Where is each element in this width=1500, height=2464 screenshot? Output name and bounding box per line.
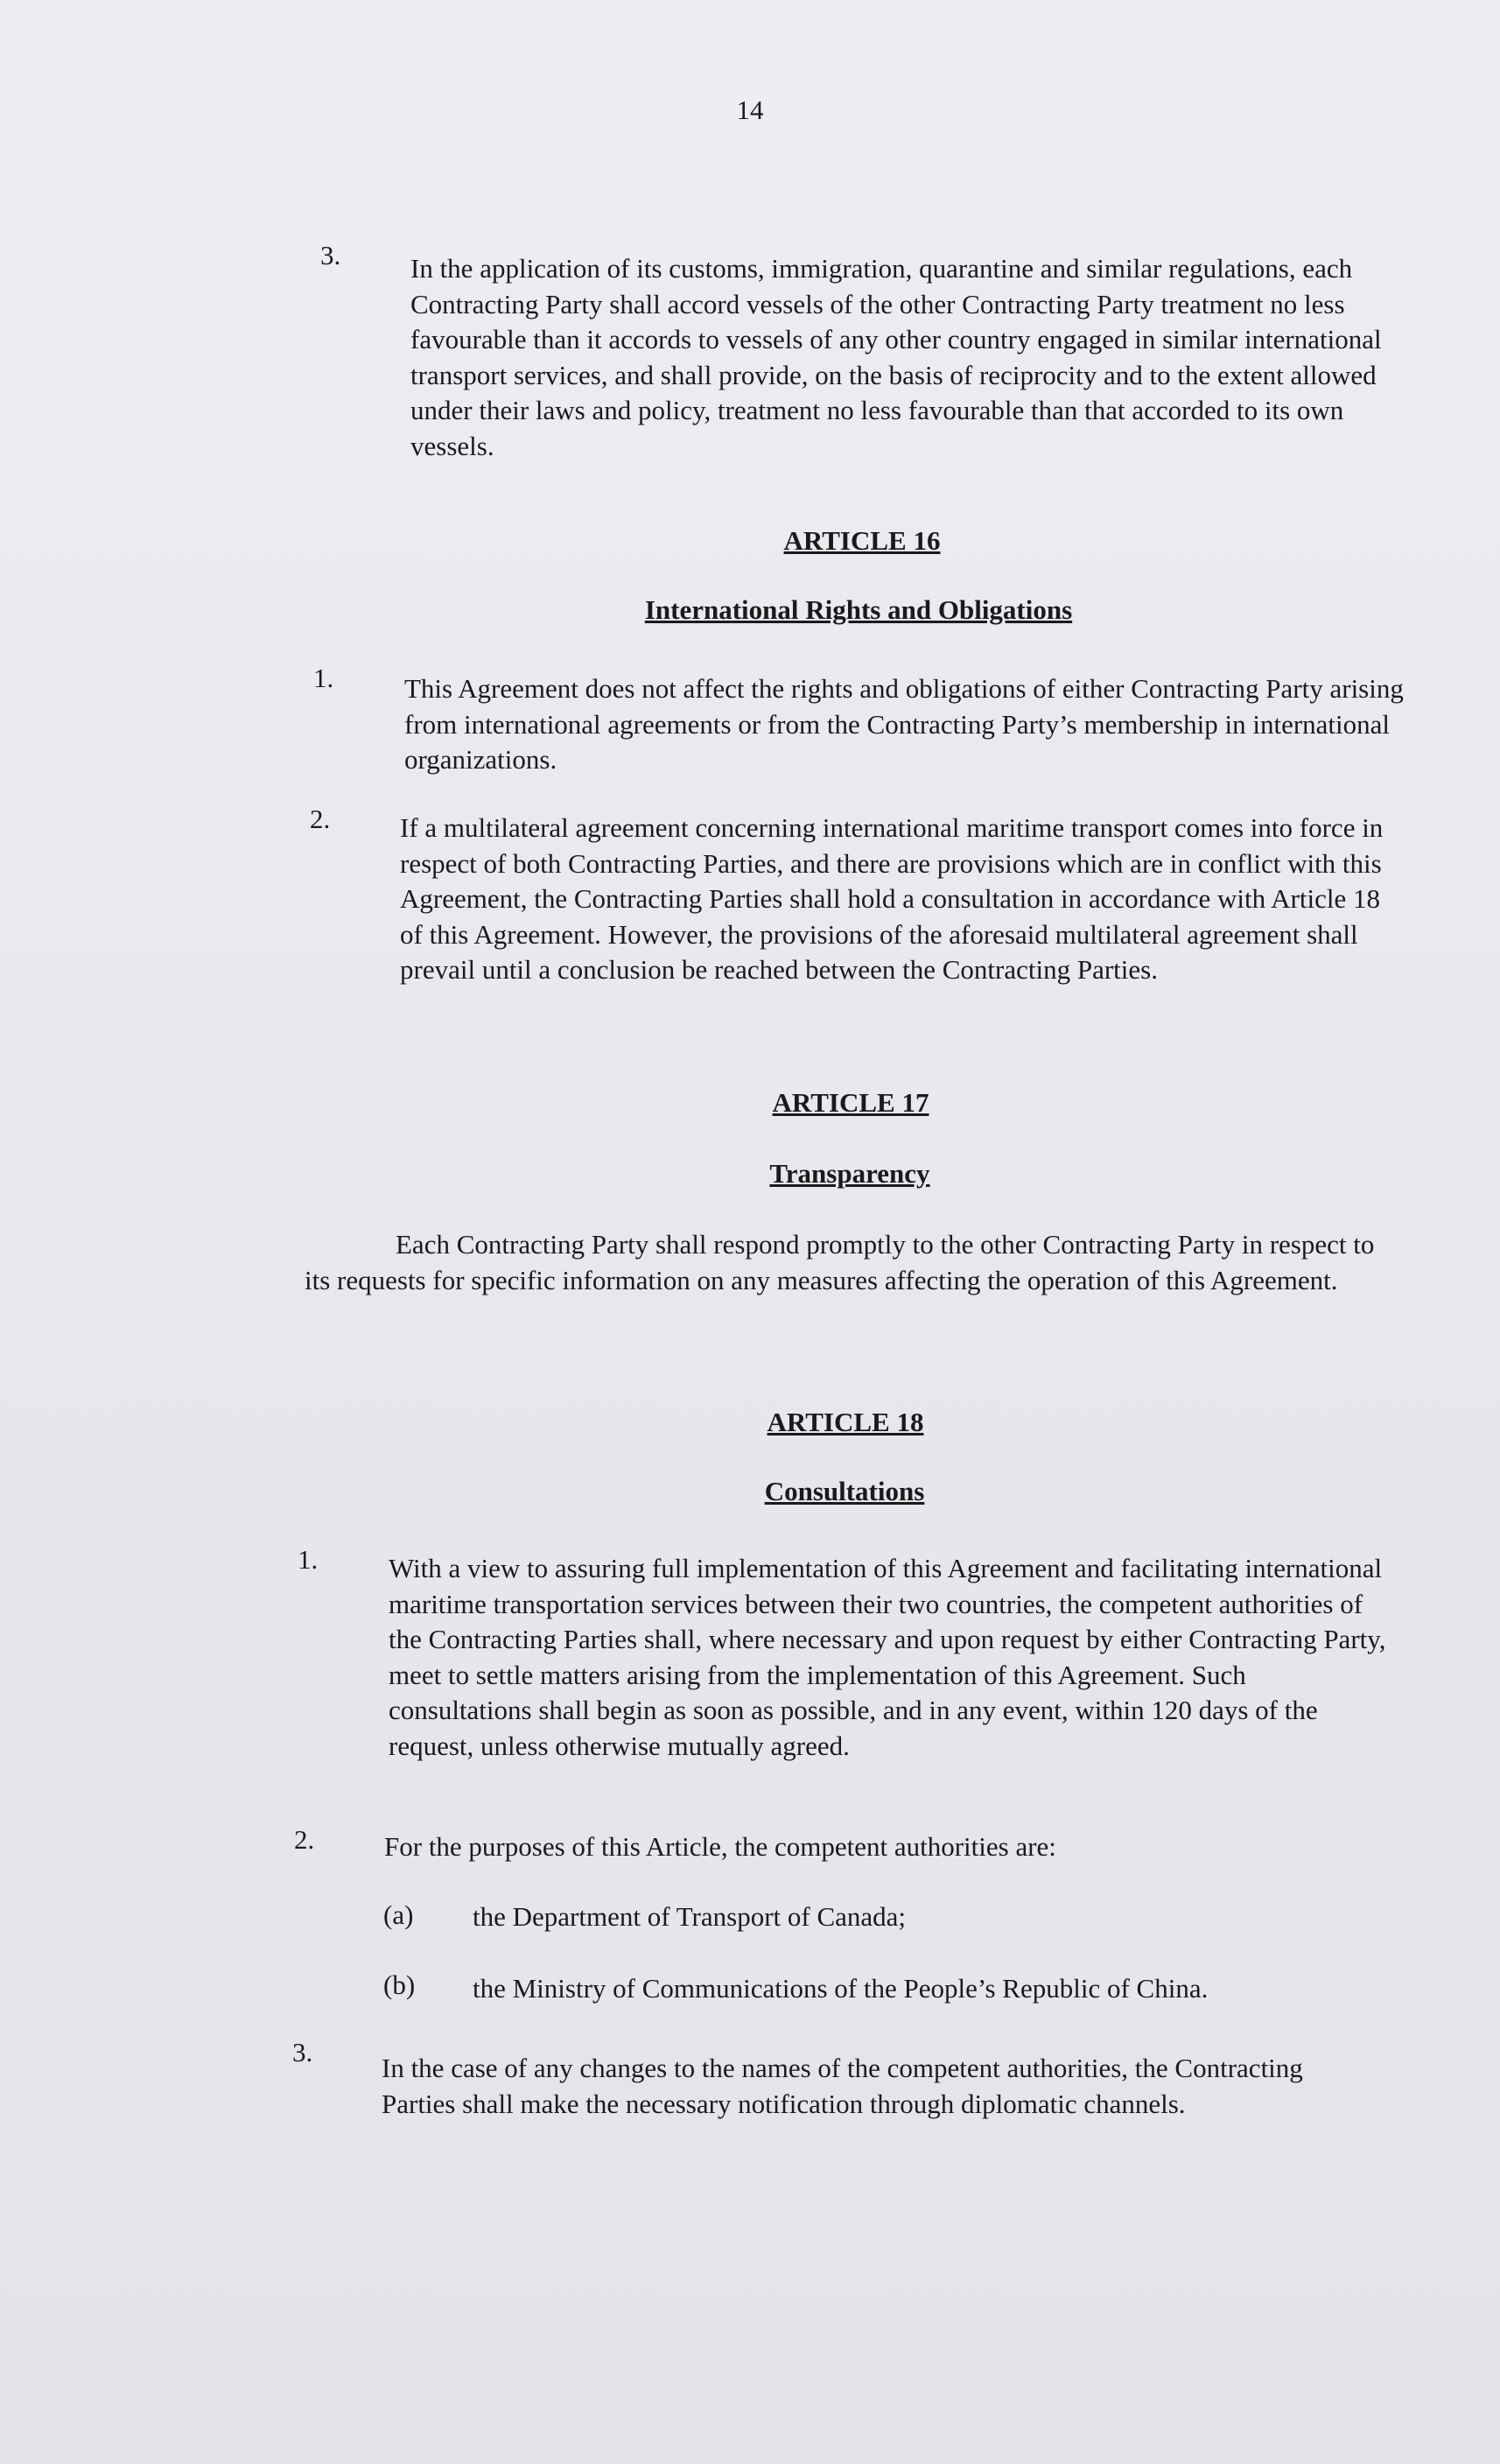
list-item-label: (b) [383,1969,416,2000]
paragraph-text: If a multilateral agreement concerning international maritime transport comes into force in respect of both Contracting Parties, and there are provisions which are in conflict with this Agreement, the Contracting Parties shall hold a consultation in accordance with Article 18 of this Agreement. However, the provisions of the aforesaid multilateral agreement shall prevail until a conclusion be reached between the Contracting Parties. [400,812,1384,985]
paragraph-number: 2. [310,804,331,834]
article-heading: ARTICLE 18 [767,1407,924,1437]
list-item-text: the Department of Transport of Canada; [473,1901,907,1932]
paragraph-number: 1. [298,1544,319,1575]
article-heading: ARTICLE 16 [783,525,941,556]
paragraph-text: In the case of any changes to the names of the competent authorities, the Contracting Parties shall make the necessary notification through diplomatic channels. [382,2053,1303,2119]
article-title: Transparency [769,1158,930,1189]
paragraph-number: 3. [320,240,341,270]
paragraph-number: 3. [292,2037,313,2067]
article-title: Consultations [764,1476,925,1506]
paragraph-number: 2. [294,1824,315,1855]
paragraph-text: For the purposes of this Article, the competent authorities are: [384,1831,1056,1862]
paragraph-text: Each Contracting Party shall respond promptly to the other Contracting Party in respect to its requests for specific information on any measures affecting the operation of this Agreement. [305,1229,1375,1295]
article-heading: ARTICLE 17 [772,1087,929,1118]
paragraph-number: 1. [313,663,334,693]
list-item-text: the Ministry of Communications of the People’s Republic of China. [473,1973,1209,2004]
paragraph-text: In the application of its customs, immigration, quarantine and similar regulations, each Contracting Party shall accord vessels of the other Contracting Party treatment no less favourable than it accords to vessels of any other country engaged in similar international transport services, and shall provide, on the basis of reciprocity and to the extent allowed under their laws and policy, treatment no less favourable than that accorded to its own vessels. [410,253,1382,461]
page-number: 14 [736,95,764,125]
list-item-label: (a) [383,1899,414,1930]
article-title: International Rights and Obligations [644,594,1073,625]
paragraph-text: This Agreement does not affect the rights and obligations of either Contracting Party arising from international agreements or from the Contracting Party’s membership in international organizations. [404,673,1404,775]
paragraph-text: With a view to assuring full implementation of this Agreement and facilitating international maritime transportation services between their two countries, the competent authorities of the Contracting Parties shall, where necessary and upon request by either Contracting Party, meet to settle matters arising from the implementation of this Agreement. Such consultations shall begin as soon as possible, and in any event, within 120 days of the request, unless otherwise mutually agreed. [389,1553,1386,1761]
